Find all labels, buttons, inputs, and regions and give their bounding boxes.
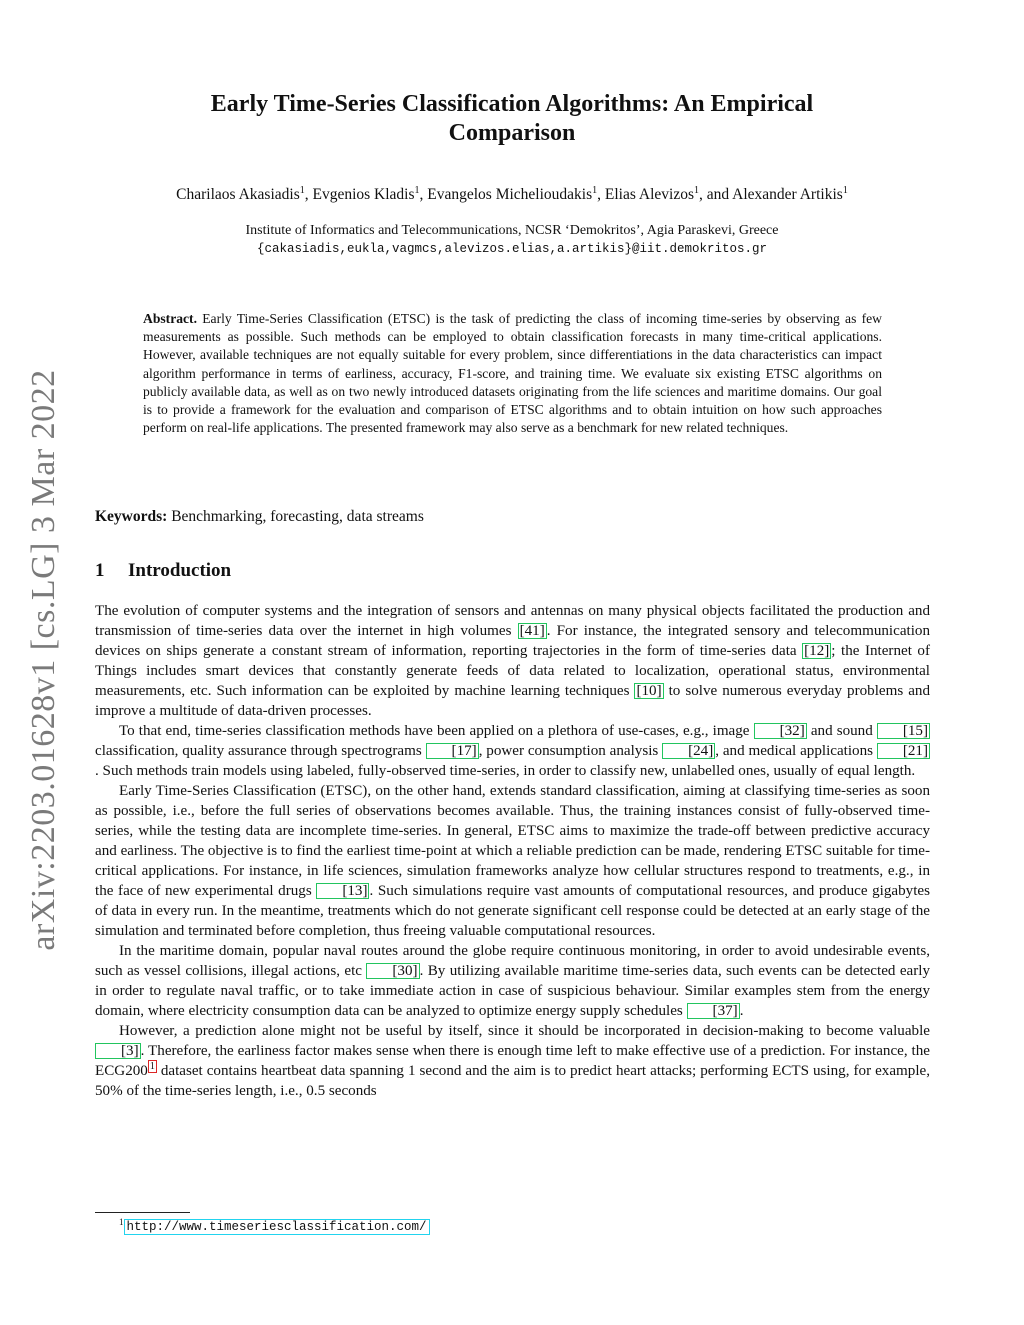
citation-link[interactable]: [41] bbox=[519, 623, 545, 639]
paragraph-text: . For instance, the integrated sensory and telecommunication devices on ships generate a constant stream of information, reporting trajectories in the form of time-series data bbox=[95, 623, 930, 659]
footnote-mark: 1 bbox=[119, 1217, 124, 1227]
citation-link[interactable]: [10] bbox=[636, 683, 662, 699]
abstract-label: Abstract. bbox=[143, 311, 197, 326]
author-emails: {cakasiadis,eukla,vagmcs,alevizos.elias,a.artikis}@iit.demokritos.gr bbox=[256, 242, 768, 256]
author-name: Elias Alevizos bbox=[604, 186, 695, 204]
citation-link[interactable]: [15] bbox=[877, 723, 930, 739]
paragraph-text: In the maritime domain, popular naval routes around the globe require continuous monitoring, in order to avoid undesirable events, such as vessel collisions, illegal actions, etc bbox=[95, 943, 930, 979]
footnote-reference-link[interactable]: 1 bbox=[149, 1060, 155, 1072]
paragraph-text: dataset contains heartbeat data spanning 1 second and the aim is to predict heart attacks; performing ECTS using, for example, 50% of the time-series length, i.e., 0.5 seconds bbox=[95, 1063, 930, 1099]
author-list bbox=[96, 185, 928, 204]
footnote-divider bbox=[95, 1212, 190, 1213]
body-paragraph bbox=[95, 1021, 930, 1101]
author-affiliation-mark: 1 bbox=[299, 185, 305, 196]
footnote bbox=[119, 1217, 430, 1234]
citation-link[interactable]: [21] bbox=[877, 743, 930, 759]
paragraph-text: , and medical applications bbox=[715, 743, 877, 759]
paragraph-text: classification, quality assurance through spectrograms bbox=[95, 743, 426, 759]
paragraph-text: . Therefore, the earliness factor makes sense when there is enough time left to make effective use of a prediction. For instance, the ECG200 bbox=[95, 1043, 930, 1079]
abstract-text: Early Time-Series Classification (ETSC) is the task of predicting the class of incoming time-series by observing as few measurements as possible. Such methods can be employed to obtain classification forecasts in many time-critical applications. However, available techniques are not equally suitable for every problem, since differentiations in the data characteristics can impact algorithm performance in terms of earliness, accuracy, F1-score, and training time. We evaluate six existing ETSC algorithms on publicly available data, as well as on two newly introduced datasets originating from the life sciences and maritime domains. Our goal is to provide a framework for the evaluation and comparison of ETSC algorithms and to obtain intuition on how such approaches perform on real-life applications. The presented framework may also serve as a benchmark for new related techniques. bbox=[143, 311, 883, 436]
affiliation: Institute of Informatics and Telecommunications, NCSR ‘Demokritos’, Agia Paraskevi, Greece bbox=[245, 223, 779, 238]
author-separator: , bbox=[304, 186, 313, 204]
paper-title: Early Time-Series Classification Algorithms: An Empirical Comparison bbox=[210, 91, 814, 146]
paragraph-text: . bbox=[739, 1003, 744, 1019]
body-paragraph bbox=[95, 721, 930, 781]
paragraph-text: The evolution of computer systems and the integration of sensors and antennas on many physical objects facilitated the production and transmission of time-series data over the internet in high volumes bbox=[95, 603, 930, 639]
author-name: Evangelos Michelioudakis bbox=[427, 186, 593, 204]
paragraph-text: . Such simulations require vast amounts of computational resources, and produce gigabytes of data in every run. In the meantime, treatments which do not generate significant cell response could be detected at an early stage of the simulation and terminated before completion, thus freeing valuable computational resources. bbox=[95, 883, 930, 939]
citation-link[interactable]: [32] bbox=[754, 723, 807, 739]
paragraph-text: to solve numerous everyday problems and improve a multitude of data-driven processes. bbox=[95, 683, 930, 719]
body-paragraph bbox=[95, 941, 930, 1021]
body-paragraph bbox=[95, 601, 930, 721]
keywords-text: Benchmarking, forecasting, data streams bbox=[171, 508, 424, 525]
paragraph-text: , power consumption analysis bbox=[478, 743, 663, 759]
citation-link[interactable]: [13] bbox=[316, 883, 369, 899]
citation-link[interactable]: [30] bbox=[366, 963, 419, 979]
introduction-body bbox=[95, 601, 930, 1101]
arxiv-identifier-text: arXiv:2203.01628v1 [cs.LG] 3 Mar 2022 bbox=[25, 369, 62, 951]
paragraph-text: . By utilizing available maritime time-series data, such events can be detected early in order to regulate naval traffic, or to take immediate action in case of suspicious behaviour. Similar examples stem from the energy domain, where electricity consumption data can be analyzed to optimize energy supply schedules bbox=[95, 963, 931, 1019]
author-name: Alexander Artikis bbox=[732, 186, 843, 204]
citation-link[interactable]: [12] bbox=[804, 643, 830, 659]
paragraph-text: and sound bbox=[806, 723, 877, 739]
paragraph-text: However, a prediction alone might not be useful by itself, since it should be incorporated in decision-making to become valuable bbox=[119, 1023, 930, 1039]
citation-link[interactable]: [3] bbox=[95, 1043, 141, 1059]
paragraph-text: Early Time-Series Classification (ETSC), on the other hand, extends standard classification, aiming at classifying time-series as soon as possible, i.e., before the full series of observations becomes available. Thus, the training instances consist of fully-observed time-series, while the testing data are incomplete time-series. In general, ETSC aims to maximize the trade-off between predictive accuracy and earliness. The objective is to find the earliest time-point at which a reliable prediction can be made, rendering ETSC suitable for time-critical applications. For instance, in life sciences, simulation frameworks analyze how cellular structures respond to treatments, e.g., in the face of new experimental drugs bbox=[95, 783, 930, 899]
citation-link[interactable]: [24] bbox=[662, 743, 715, 759]
author-affiliation-mark: 1 bbox=[414, 185, 420, 196]
body-paragraph bbox=[95, 781, 930, 941]
author-separator: , and bbox=[699, 186, 733, 204]
citation-link[interactable]: [17] bbox=[426, 743, 479, 759]
author-affiliation-mark: 1 bbox=[842, 185, 848, 196]
keywords-label: Keywords: bbox=[95, 508, 168, 525]
author-separator: , bbox=[597, 186, 605, 204]
author-name: Evgenios Kladis bbox=[312, 186, 415, 204]
author-affiliation-mark: 1 bbox=[694, 185, 700, 196]
author-separator: , bbox=[419, 186, 428, 204]
abstract bbox=[143, 310, 882, 437]
arxiv-identifier-stamp bbox=[14, 360, 74, 960]
footnote-link[interactable]: http://www.timeseriesclassification.com/ bbox=[124, 1219, 430, 1235]
paragraph-text: ; the Internet of Things includes smart devices that constantly generate feeds of data related to localization, operational status, environmental measurements, etc. Such information can be exploited by machine learning techniques bbox=[95, 643, 930, 699]
author-name: Charilaos Akasiadis bbox=[176, 186, 300, 204]
paragraph-text: To that end, time-series classification methods have been applied on a plethora of use-cases, e.g., image bbox=[119, 723, 754, 739]
section-title: Introduction bbox=[128, 560, 232, 581]
paragraph-text: . Such methods train models using labeled, fully-observed time-series, in order to classify new, unlabelled ones, usually of equal length. bbox=[95, 763, 916, 779]
keywords bbox=[95, 508, 930, 526]
citation-link[interactable]: [37] bbox=[687, 1003, 740, 1019]
author-affiliation-mark: 1 bbox=[592, 185, 598, 196]
section-heading-introduction bbox=[95, 560, 231, 582]
section-number: 1 bbox=[95, 560, 105, 581]
